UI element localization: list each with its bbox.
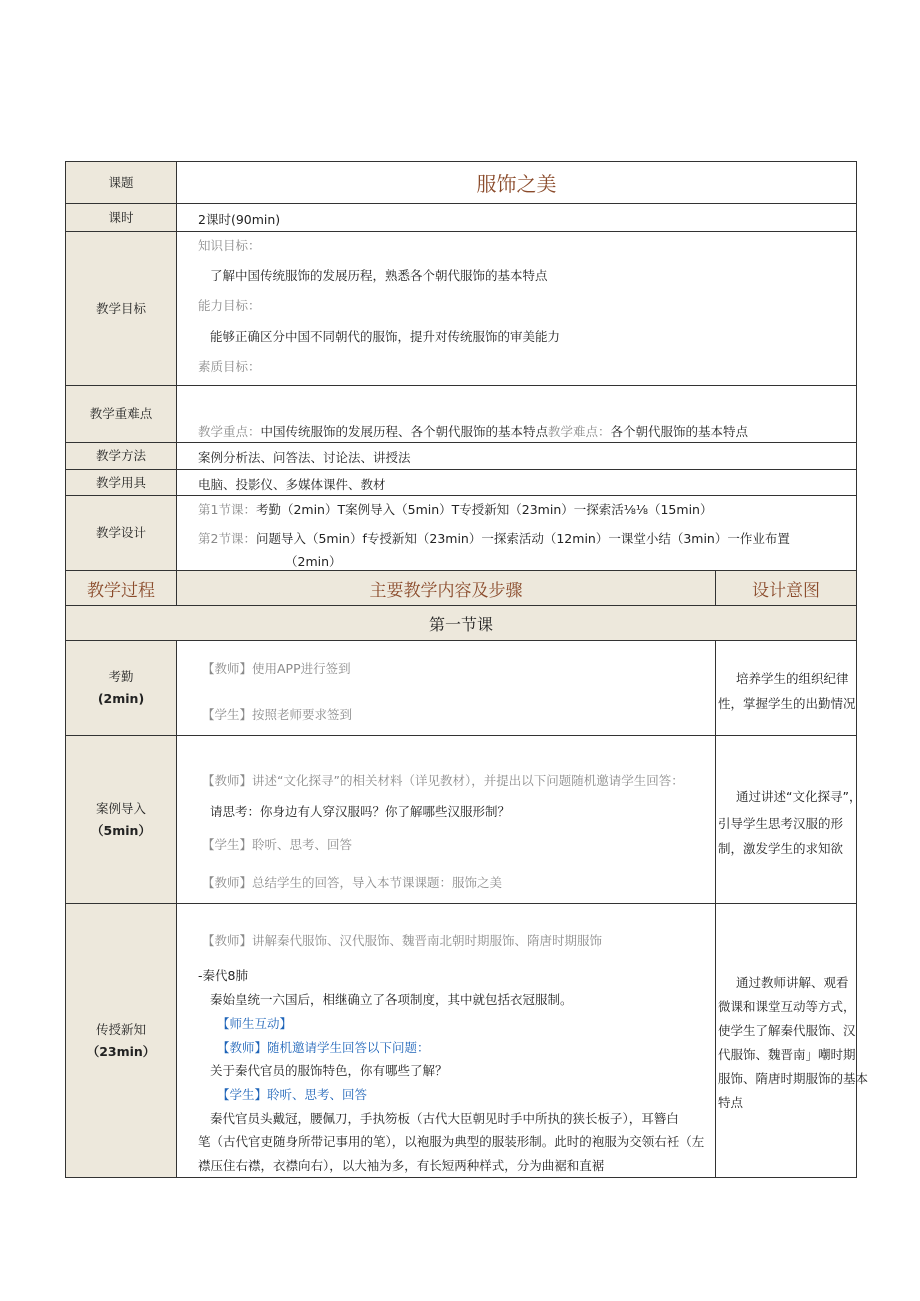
teach-intent-l4: 代服饰、魏晋南」嘲时期 [718, 1047, 856, 1062]
case-intent [715, 736, 862, 903]
goals-label: 教学目标 [66, 232, 177, 385]
teach-intent [715, 904, 869, 1177]
row-attendance [65, 641, 857, 736]
interaction-tag: 【师生互动】 [217, 1016, 293, 1031]
case-think: 请思考：你身边有人穿汉服吗？你了解哪些汉服形制？ [210, 804, 511, 819]
teach-student: 【学生】聆听、思考、回答 [217, 1087, 368, 1102]
teach-intent-l1: 通过教师讲解、观看 [736, 975, 849, 990]
qin-para-l1: 秦代官员头戴冠，腰佩刀，手执笏板（古代大臣朝见时手中所执的狭长板子），耳簪白 [210, 1111, 679, 1126]
row-title [65, 161, 857, 204]
row-keypoints [65, 386, 857, 443]
teach-intent-l3: 使学生了解秦代服饰、汉 [718, 1023, 856, 1038]
header-content: 主要教学内容及步骤 [177, 571, 716, 605]
design-label: 教学设计 [66, 496, 177, 570]
keypoint-label: 教学重点： [198, 424, 261, 439]
row-case [65, 736, 862, 904]
teach-label: 传授新知 [95, 1021, 146, 1037]
row-tools [65, 470, 857, 496]
case-teacher-1: 【教师】讲述“文化探寻”的相关材料（详见教材），并提出以下问题随机邀请学生回答： [202, 773, 684, 788]
hours-value: 2课时(90min) [198, 212, 281, 227]
title-label: 课题 [66, 162, 177, 203]
attendance-intent-l1: 培养学生的组织纪律 [736, 671, 849, 686]
case-label: 案例导入 [95, 800, 146, 816]
method-label: 教学方法 [66, 443, 177, 469]
row-hours [65, 204, 857, 232]
case-intent-l2: 引导学生思考汉服的形 [718, 816, 844, 831]
method-text: 案例分析法、问答法、讨论法、讲授法 [198, 450, 411, 465]
qin-intro: 秦始皇统一六国后，相继确立了各项制度，其中就包括衣冠服制。 [210, 992, 573, 1007]
case-intent-l1: 通过讲述“文化探寻”， [736, 789, 862, 804]
design-l2-tail: （2min） [285, 554, 342, 569]
ability-label: 能力目标： [198, 298, 261, 313]
qin-para-l3: 襟压住右襟，衣襟向右），以大袖为多，有长短两种样式，分为曲裾和直裾 [198, 1158, 605, 1173]
difficulty-text: 各个朝代服饰的基本特点 [610, 424, 749, 439]
case-label-cell [66, 736, 177, 903]
teach-intent-l5: 服饰、隋唐时期服饰的基本 [718, 1071, 869, 1086]
process-header [65, 571, 857, 606]
header-process: 教学过程 [66, 571, 177, 605]
design-line-2 [198, 529, 790, 547]
difficulty-label: 教学难点： [548, 424, 611, 439]
teach-question: 关于秦代官员的服饰特色，你有哪些了解？ [210, 1063, 448, 1078]
teach-teacher-1: 【教师】讲解秦代服饰、汉代服饰、魏晋南北朝时期服饰、隋唐时期服饰 [202, 933, 603, 948]
section-first-lesson: 第一节课 [65, 606, 857, 641]
case-student: 【学生】聆听、思考、回答 [202, 837, 353, 852]
row-method [65, 443, 857, 470]
design-line-1 [198, 500, 712, 518]
qin-title: -秦代8肺 [198, 968, 248, 983]
attendance-label: 考勤 [108, 669, 134, 684]
lesson-plan-table [65, 161, 869, 1178]
tools-label: 教学用具 [66, 470, 177, 495]
header-intent: 设计意图 [752, 580, 820, 601]
design-l2-text: 问题导入（5min）f专授新知（23min）一探索活动（12min）一课堂小结（3min）一作业布置 [255, 531, 790, 546]
keypoints-label: 教学重难点 [66, 386, 177, 442]
teach-time: （23min） [86, 1043, 156, 1059]
keypoint-text: 中国传统服饰的发展历程、各个朝代服饰的基本特点 [260, 424, 549, 439]
lesson-title: 服饰之美 [476, 172, 557, 196]
row-teach [65, 904, 869, 1178]
case-intent-l3: 制，激发学生的求知欲 [718, 841, 844, 856]
row-goals [65, 232, 857, 386]
teach-teacher-2: 【教师】随机邀请学生回答以下问题： [217, 1040, 430, 1055]
attendance-time: (2min) [97, 691, 145, 706]
design-l2-label: 第2节课： [198, 531, 256, 546]
teach-intent-l6: 特点 [718, 1095, 744, 1110]
case-teacher-2: 【教师】总结学生的回答，导入本节课课题：服饰之美 [202, 875, 503, 890]
case-time: （5min） [91, 822, 151, 838]
keypoints-text [198, 422, 748, 440]
knowledge-label: 知识目标： [198, 238, 261, 253]
row-design [65, 496, 857, 571]
ability-text: 能够正确区分中国不同朝代的服饰，提升对传统服饰的审美能力 [210, 329, 561, 344]
knowledge-text: 了解中国传统服饰的发展历程，熟悉各个朝代服饰的基本特点 [210, 268, 548, 283]
attendance-intent-l2: 性，掌握学生的出勤情况 [718, 696, 856, 711]
teach-intent-l2: 微课和课堂互动等方式， [718, 999, 856, 1014]
qin-para-l2: 笔（古代官吏随身所带记事用的笔），以袍服为典型的服装形制。此时的袍服为交领右衽（左 [198, 1134, 705, 1149]
attendance-intent [715, 641, 856, 735]
attendance-label-cell [66, 641, 177, 735]
design-l1-label: 第1节课： [198, 502, 256, 517]
design-l1-text: 考勤（2min）T案例导入（5min）T专授新知（23min）一探索活⅛⅛（15min） [255, 502, 713, 517]
quality-label: 素质目标： [198, 359, 261, 374]
teach-label-cell [66, 904, 177, 1177]
attendance-teacher: 【教师】使用APP进行签到 [202, 661, 351, 676]
tools-text: 电脑、投影仪、多媒体课件、教材 [198, 477, 386, 492]
hours-label: 课时 [66, 204, 177, 231]
attendance-student: 【学生】按照老师要求签到 [202, 707, 353, 722]
title-cell [177, 162, 856, 203]
